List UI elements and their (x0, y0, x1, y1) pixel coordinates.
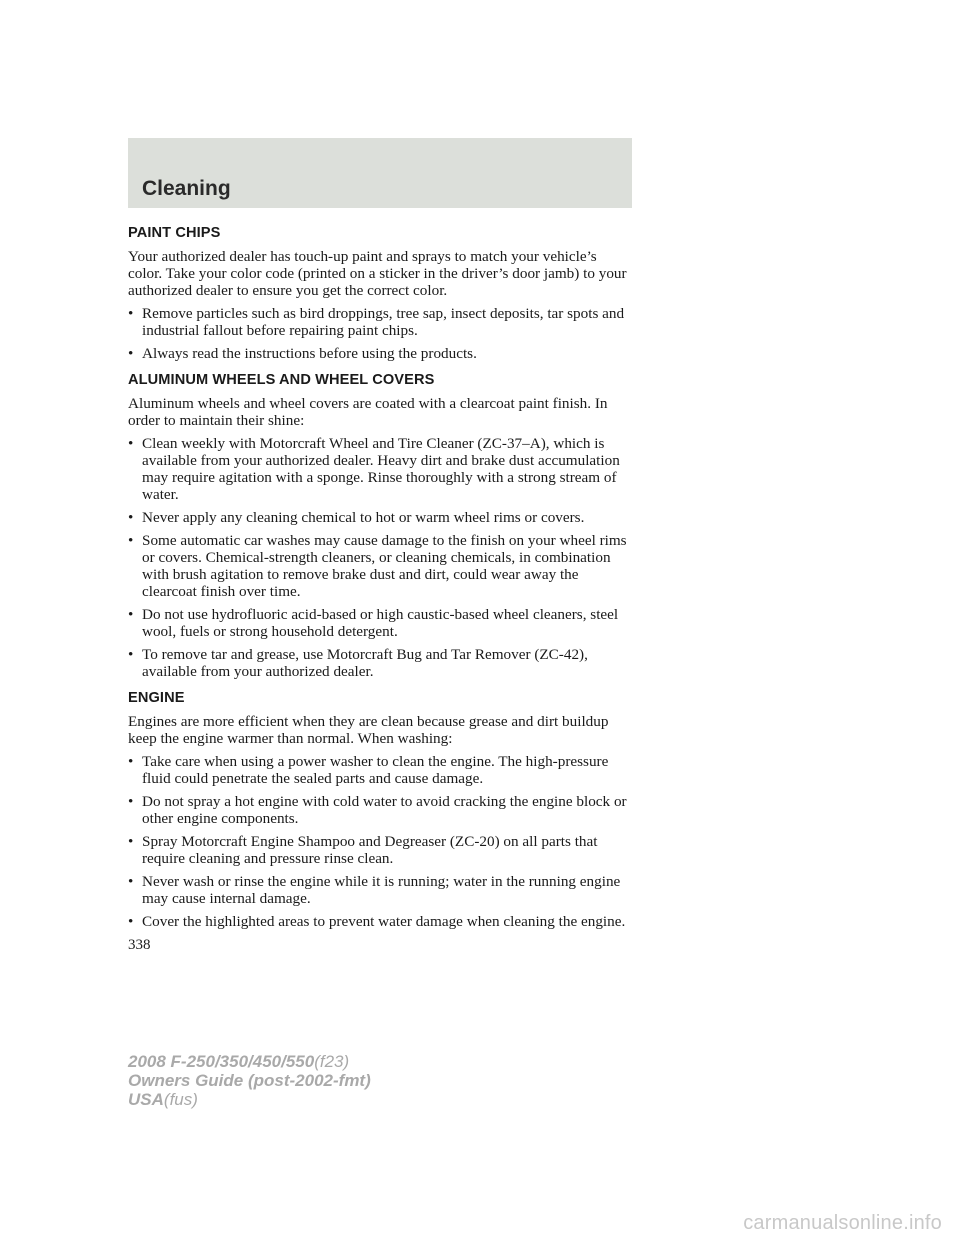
list-item: • Clean weekly with Motorcraft Wheel and Tire Cleaner (ZC-37–A), which is available from your authorized dealer. Heavy dirt and brake dust accumulation may require agitation with a sponge. Rinse thoroughly with a strong stream of water. (128, 435, 620, 503)
bullet-icon: • (128, 305, 134, 322)
bullet-icon: • (128, 833, 134, 850)
section-heading-aluminum-wheels: ALUMINUM WHEELS AND WHEEL COVERS (128, 372, 435, 388)
paint-chips-list (128, 305, 632, 362)
engine-paragraph: Engines are more efficient when they are clean because grease and dirt buildup keep the engine warmer than normal. When washing: (128, 713, 609, 747)
footer-guide-title: Owners Guide (post-2002-fmt) (128, 1071, 371, 1090)
footer-region-code: (fus) (163, 1090, 198, 1109)
list-item: • Take care when using a power washer to clean the engine. The high-pressure fluid could penetrate the sealed parts and cause damage. (128, 753, 609, 787)
document-footer (128, 1052, 371, 1109)
list-item: • Do not spray a hot engine with cold water to avoid cracking the engine block or other engine components. (128, 793, 627, 827)
list-item: • Never apply any cleaning chemical to hot or warm wheel rims or covers. (128, 509, 585, 526)
bullet-icon: • (128, 913, 134, 930)
aluminum-wheels-paragraph: Aluminum wheels and wheel covers are coated with a clearcoat paint finish. In order to maintain their shine: (128, 395, 608, 429)
page-number: 338 (128, 937, 151, 953)
list-item: • Some automatic car washes may cause damage to the finish on your wheel rims or covers. Chemical-strength cleaners, or cleaning chemicals, in combination with brush agitation to remove brake dust and dirt, could wear away the clearcoat finish over time. (128, 532, 627, 600)
bullet-icon: • (128, 753, 134, 770)
bullet-icon: • (128, 345, 134, 362)
list-item: • Do not use hydrofluoric acid-based or high caustic-based wheel cleaners, steel wool, fuels or strong household detergent. (128, 606, 619, 640)
list-item: • Never wash or rinse the engine while it is running; water in the running engine may cause internal damage. (128, 873, 621, 907)
section-title: Cleaning (142, 177, 231, 200)
footer-model-code: (f23) (314, 1052, 350, 1071)
list-item: • To remove tar and grease, use Motorcraft Bug and Tar Remover (ZC-42), available from your authorized dealer. (128, 646, 588, 680)
bullet-icon: • (128, 606, 134, 623)
bullet-icon: • (128, 646, 134, 663)
page-content (128, 218, 632, 936)
bullet-icon: • (128, 532, 134, 549)
section-heading-engine: ENGINE (128, 690, 185, 706)
list-item: • Always read the instructions before using the products. (128, 345, 477, 362)
section-heading-paint-chips: PAINT CHIPS (128, 225, 221, 241)
engine-list (128, 753, 632, 930)
bullet-icon: • (128, 435, 134, 452)
site-watermark: carmanualsonline.info (743, 1212, 942, 1234)
bullet-icon: • (128, 873, 134, 890)
list-item: • Spray Motorcraft Engine Shampoo and Degreaser (ZC-20) on all parts that require cleaning and pressure rinse clean. (128, 833, 598, 867)
bullet-icon: • (128, 793, 134, 810)
paint-chips-paragraph: Your authorized dealer has touch-up paint and sprays to match your vehicle’s color. Take your color code (printed on a sticker in the driver’s door jamb) to your authorized dealer to ensure you get the correct color. (128, 248, 627, 299)
footer-model: 2008 F-250/350/450/550 (128, 1052, 315, 1071)
section-header-band (128, 138, 632, 208)
bullet-icon: • (128, 509, 134, 526)
list-item: • Remove particles such as bird droppings, tree sap, insect deposits, tar spots and industrial fallout before repairing paint chips. (128, 305, 625, 339)
list-item: • Cover the highlighted areas to prevent water damage when cleaning the engine. (128, 913, 626, 930)
footer-region: USA (128, 1090, 164, 1109)
aluminum-wheels-list (128, 435, 632, 680)
